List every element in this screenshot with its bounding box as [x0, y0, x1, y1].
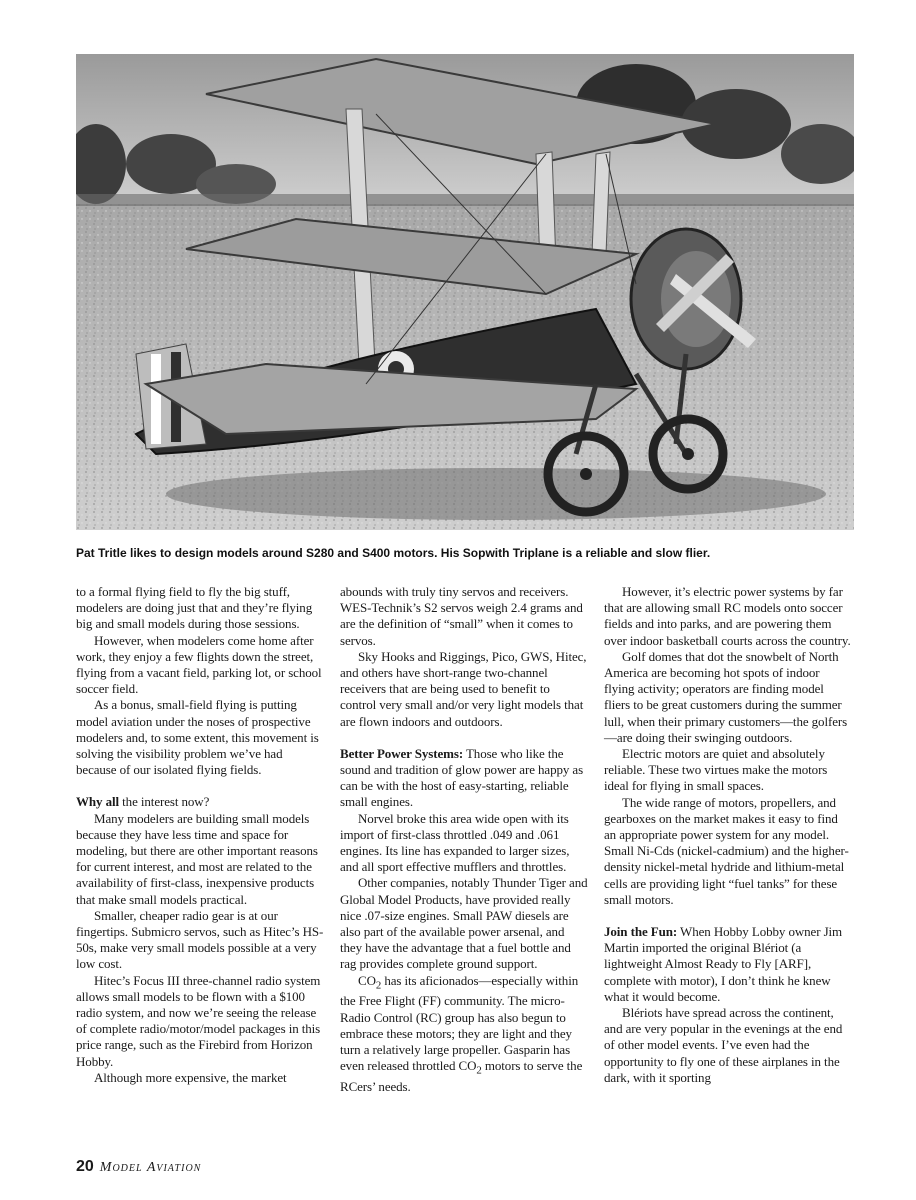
- text-body: has its aficionados—especially within the Free Flight (FF) community. The micro-Radio Control (RC) group has also begun to embrace these motors; they are light and they turn a relatively large propeller. Gasparin has even released throttled CO: [340, 972, 579, 1074]
- paragraph-co2: [340, 973, 588, 1096]
- article-column-3: [604, 584, 852, 1086]
- page-footer: [76, 1158, 201, 1176]
- section-join-the-fun: [604, 924, 852, 1005]
- section-better-power-systems: [340, 746, 588, 811]
- article-column-1: [76, 584, 324, 1086]
- section-heading: Better Power Systems:: [340, 745, 464, 761]
- paragraph-text: When Hobby Lobby owner Jim Martin imported the original Blériot (a lightweight Almost Ready to Fly [ARF], complete with motor), I don’t think he knew what it would become.: [604, 924, 843, 1004]
- section-heading-why-all: [76, 794, 324, 810]
- paragraph: Norvel broke this area wide open with its import of first-class throttled .049 and .061 engines. Its line has expanded to larger sizes, and all sport effective mufflers and throttles.: [340, 810, 570, 875]
- paragraph: As a bonus, small-field flying is putting model aviation under the noses of prospective modelers and, to some extent, this movement is solving the visibility problem we’ve had because of our isolated flying fields.: [76, 697, 319, 778]
- paragraph: Many modelers are building small models because they have less time and space for modeling, but there are other important reasons for current interest, and most are related to the availability of first-class, inexpensive products that make small models practical.: [76, 810, 318, 907]
- paragraph: to a formal flying field to fly the big stuff, modelers are doing just that and they’re flying big and small models during those sessions.: [76, 584, 313, 632]
- paragraph: The wide range of motors, propellers, and gearboxes on the market makes it easy to find an appropriate power system for any model. Small Ni-Cds (nickel-cadmium) and the higher-density nickel-metal hydride and lithium-metal cells are providing light “fuel tanks” for these small motors.: [604, 794, 849, 907]
- paragraph: Other companies, notably Thunder Tiger and Global Model Products, have provided really nice .07-size engines. Small PAW diesels are also part of the available power arsenal, and they have the advantage that a fuel bottle and rag provides complete ground support.: [340, 875, 588, 972]
- subscript-2: 2: [375, 979, 382, 992]
- paragraph: However, when modelers come home after work, they enjoy a few flights down the street, flying from a vacant field, parking lot, or school soccer field.: [76, 632, 322, 697]
- page-number: 20: [76, 1158, 94, 1175]
- paragraph: Smaller, cheaper radio gear is at our fingertips. Submicro servos, such as Hitec’s HS-50s, make very small models possible at a very low cost.: [76, 907, 324, 972]
- paragraph-text: Those who like the sound and tradition of glow power are happy as can be with the host of easy-starting, reliable small engines.: [340, 745, 584, 810]
- paragraph: Blériots have spread across the continent, and are very popular in the evenings at the end of other model events. I’ve even had the opportunity to fly one of these airplanes in the dark, with it sporting: [604, 1005, 843, 1085]
- heading-rest: the interest now?: [119, 794, 210, 810]
- text-body-end: motors to serve the RCers’ needs.: [340, 1058, 583, 1095]
- paragraph: Golf domes that dot the snowbelt of North America are becoming hot spots of indoor flying activity; operators are finding model fliers to be great customers during the summer lull, when their primary customers—the golfers—are doing their swinging outdoors.: [604, 648, 848, 745]
- magazine-name: Model Aviation: [99, 1160, 202, 1175]
- subscript-2: 2: [476, 1064, 482, 1077]
- sopwith-triplane-photo: [76, 54, 854, 530]
- paragraph: Although more expensive, the market: [94, 1069, 287, 1085]
- paragraph: abounds with truly tiny servos and receivers. WES-Technik’s S2 servos weigh 2.4 grams and are the definition of “small” when it comes to servos.: [340, 584, 583, 648]
- text-co: CO: [358, 972, 376, 988]
- paragraph: Sky Hooks and Riggings, Pico, GWS, Hitec, and others have short-range two-channel receivers that are being used to benefit to control very small and/or very light models that are flown indoors and outdoors.: [340, 648, 587, 729]
- paragraph: Hitec’s Focus III three-channel radio system allows small models to be flown with a $100 radio system, and now we’re seeing the release of complete radio/motor/model packages in this price range, such as the Firebird from Horizon Hobby.: [76, 972, 321, 1069]
- section-heading: Join the Fun:: [604, 924, 678, 940]
- article-column-2: [340, 584, 588, 1095]
- heading-bold: Why all: [76, 794, 120, 810]
- photo-caption: Pat Tritle likes to design models around S280 and S400 motors. His Sopwith Triplane is a reliable and slow flier.: [76, 546, 711, 560]
- paragraph: However, it’s electric power systems by far that are allowing small RC models onto soccer fields and into parks, and are powering them over indoor basketball courts across the country.: [604, 584, 851, 648]
- paragraph: Electric motors are quiet and absolutely reliable. These two virtues make the motors ideal for flying in small spaces.: [604, 746, 828, 794]
